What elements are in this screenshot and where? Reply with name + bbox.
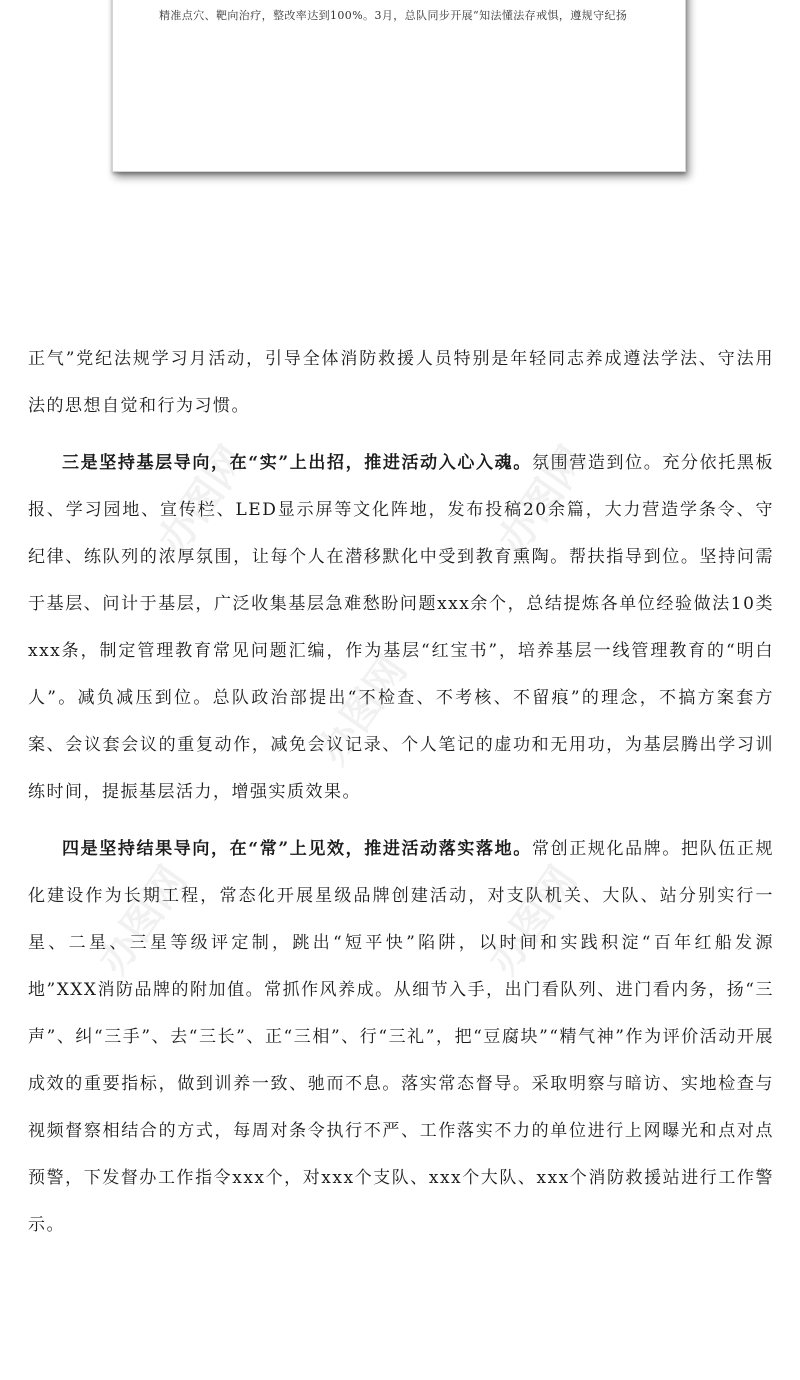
- article-body: [28, 336, 774, 1259]
- paragraph-text: 氛围营造到位。充分依托黑板报、学习园地、宣传栏、LED显示屏等文化阵地，发布投稿20余篇，大力营造学条令、守纪律、练队列的浓厚氛围，让每个人在潜移默化中受到教育熏陶。帮扶指导到位。坚持问需于基层、问计于基层，广泛收集基层急难愁盼问题xxx余个，总结提炼各单位经验做法10类xxx条，制定管理教育常见问题汇编，作为基层“红宝书”，培养基层一线管理教育的“明白人”。减负减压到位。总队政治部提出“不检查、不考核、不留痕”的理念，不搞方案套方案、会议套会议的重复动作，减免会议记录、个人笔记的虚功和无用功，为基层腾出学习训练时间，提振基层活力，增强实质效果。: [28, 453, 774, 802]
- document-page-preview: [112, 0, 686, 172]
- watermark-stamp: 办图网: [479, 858, 587, 983]
- paragraph-four: [28, 826, 774, 1249]
- page-preview-text: 精准点穴、靶向治疗，整改率达到100%。3月，总队同步开展“知法懂法存戒惧，遵规守纪扬: [159, 9, 628, 22]
- paragraph-three: [28, 440, 774, 816]
- watermark-stamp: 办图网: [309, 648, 417, 773]
- paragraph-text: 常创正规化品牌。把队伍正规化建设作为长期工程，常态化开展星级品牌创建活动，对支队机关、大队、站分别实行一星、二星、三星等级评定制，跳出“短平快”陷阱，以时间和实践积淀“百年红船发源地”XXX消防品牌的附加值。常抓作风养成。从细节入手，出门看队列、进门看内务，扬“三声”、纠“三手”、去“三长”、正“三相”、行“三礼”，把“豆腐块”“精气神”作为评价活动开展成效的重要指标，做到训养一致、驰而不息。落实常态督导。采取明察与暗访、实地检查与视频督察相结合的方式，每周对条令执行不严、工作落实不力的单位进行上网曝光和点对点预警，下发督办工作指令xxx个，对xxx个支队、xxx个大队、xxx个消防救援站进行工作警示。: [28, 839, 774, 1235]
- watermark-stamp: 办图网: [89, 858, 197, 983]
- watermark-stamp: 办图网: [149, 438, 257, 563]
- paragraph-lead-sentence: 三是坚持基层导向，在“实”上出招，推进活动入心入魂。: [62, 453, 532, 473]
- paragraph-continued: [28, 336, 774, 430]
- watermark-stamp: 办图网: [489, 438, 597, 563]
- paragraph-lead-sentence: 四是坚持结果导向，在“常”上见效，推进活动落实落地。: [62, 839, 532, 859]
- paragraph-text: 正气”党纪法规学习月活动，引导全体消防救援人员特别是年轻同志养成遵法学法、守法用法的思想自觉和行为习惯。: [28, 349, 774, 416]
